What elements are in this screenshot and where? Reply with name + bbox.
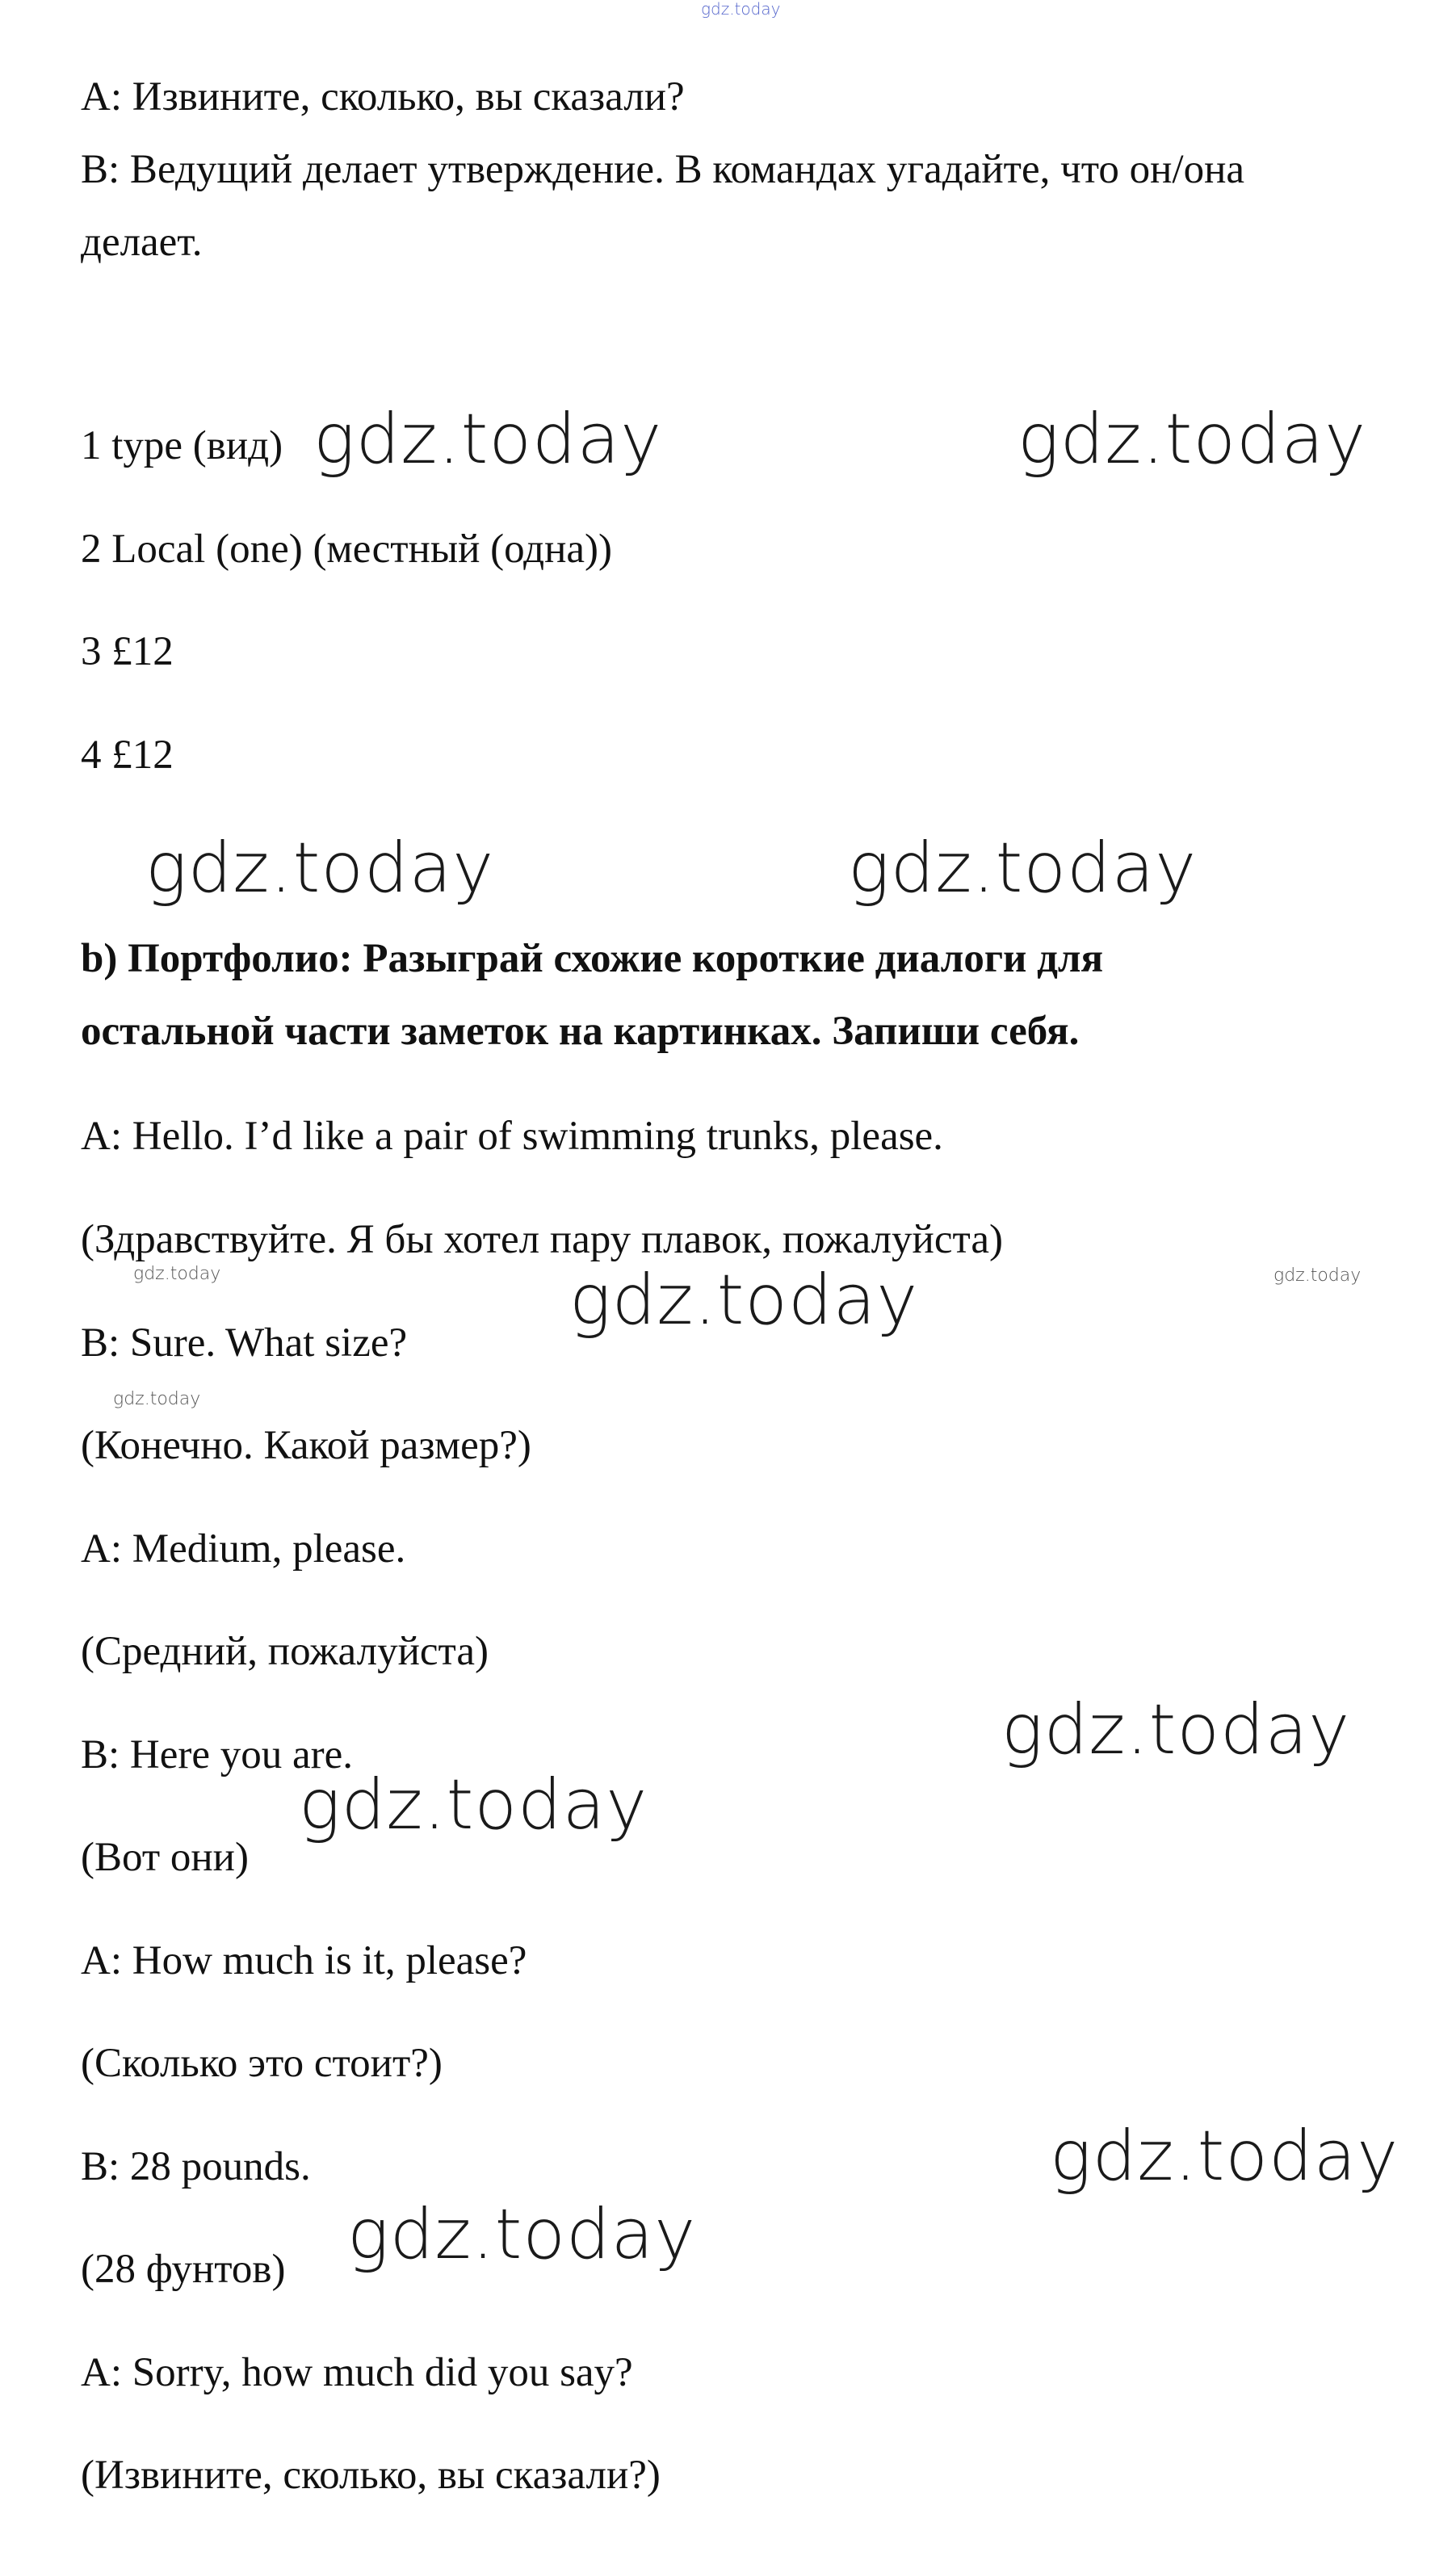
dialogue-line: A: Извините, сколько, вы сказали? — [81, 74, 685, 120]
answer-line: 4 £12 — [81, 732, 174, 778]
dialogue-line: A: Medium, please. — [81, 1526, 406, 1572]
watermark: gdz.today — [1050, 2116, 1399, 2197]
dialogue-line: B: Sure. What size? — [81, 1320, 408, 1366]
answer-line: 2 Local (one) (местный (одна)) — [81, 527, 612, 572]
translation-line: (Извините, сколько, вы сказали?) — [81, 2453, 661, 2498]
translation-line: (Здравствуйте. Я бы хотел пару плавок, пожалуйста) — [81, 1217, 1003, 1262]
watermark: gdz.today — [313, 399, 663, 480]
translation-line: (28 фунтов) — [81, 2247, 286, 2292]
watermark: gdz.today — [347, 2194, 697, 2275]
task-heading: b) Портфолио: Разыграй схожие короткие диалоги для — [81, 936, 1104, 981]
answer-line: 1 type (вид) — [81, 423, 283, 468]
watermark: gdz.today — [1001, 1689, 1351, 1770]
watermark-small: gdz.today — [113, 1389, 201, 1409]
watermark: gdz.today — [569, 1260, 919, 1341]
task-heading: остальной части заметок на картинках. Запиши себя. — [81, 1009, 1080, 1054]
answer-line: 3 £12 — [81, 629, 174, 674]
watermark: gdz.today — [1018, 399, 1367, 480]
dialogue-line: делает. — [81, 220, 203, 265]
watermark: gdz.today — [299, 1765, 648, 1845]
translation-line: (Конечно. Какой размер?) — [81, 1423, 531, 1468]
dialogue-line: A: How much is it, please? — [81, 1938, 527, 1983]
translation-line: (Вот они) — [81, 1835, 249, 1880]
translation-line: (Средний, пожалуйста) — [81, 1629, 489, 1674]
watermark: gdz.today — [145, 828, 495, 909]
watermark-small: gdz.today — [133, 1264, 221, 1284]
watermark-small: gdz.today — [1273, 1265, 1362, 1286]
dialogue-line: B: Ведущий делает утверждение. В командах угадайте, что он/она — [81, 147, 1244, 192]
dialogue-line: B: 28 pounds. — [81, 2144, 311, 2189]
watermark: gdz.today — [848, 828, 1198, 909]
dialogue-line: A: Sorry, how much did you say? — [81, 2350, 633, 2395]
translation-line: (Сколько это стоит?) — [81, 2041, 443, 2086]
dialogue-line: B: Here you are. — [81, 1732, 354, 1777]
watermark-top: gdz.today — [701, 0, 781, 19]
dialogue-line: A: Hello. I’d like a pair of swimming trunks, please. — [81, 1114, 943, 1159]
